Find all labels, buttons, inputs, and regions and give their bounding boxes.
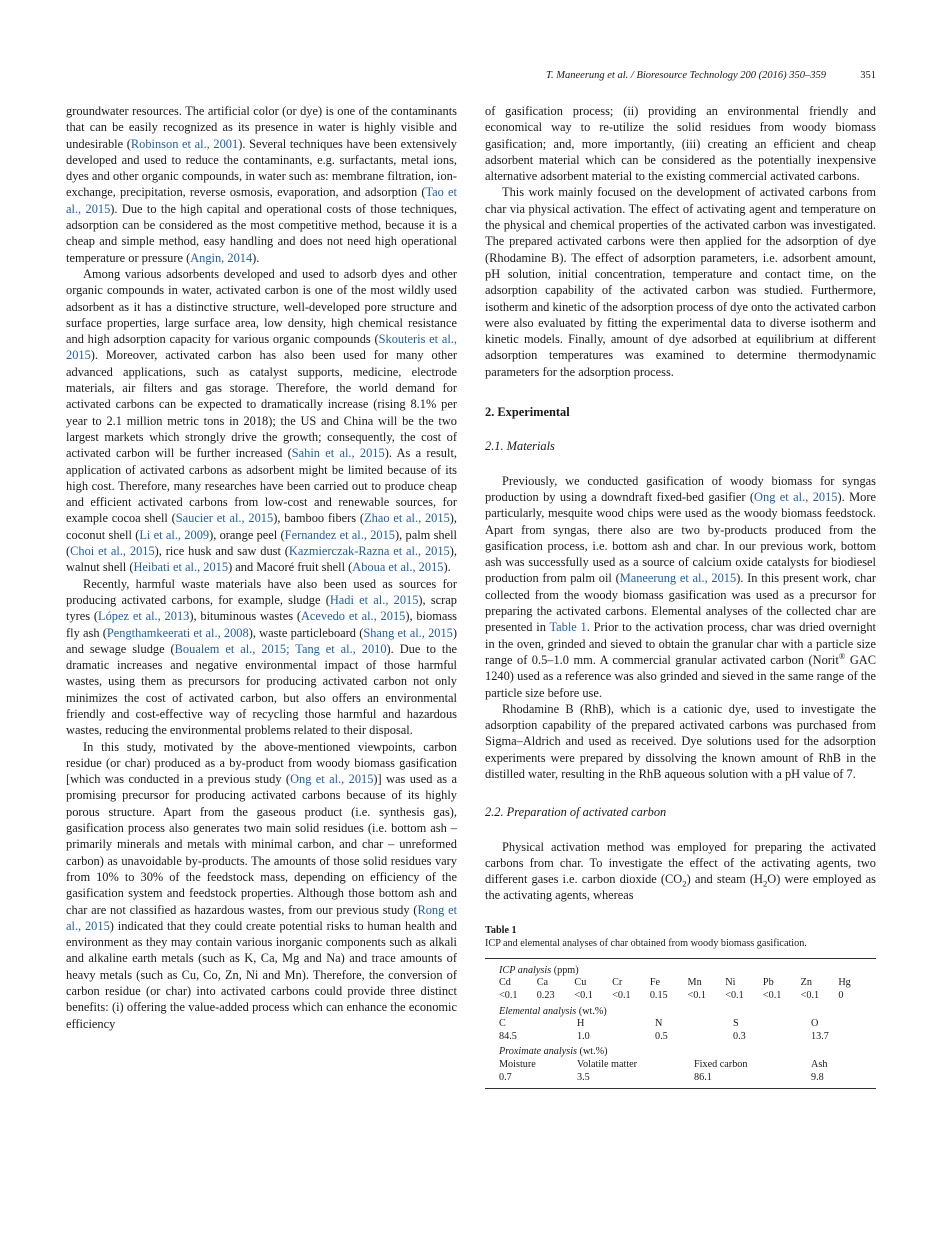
paragraph: In this study, motivated by the above-mentioned viewpoints, carbon residue (or char) produced as a by-product from woody biomass gasification [which was conducted in a previous study (Ong et al., 2015)] was used as a promising precursor for producing activated carbons because of its highly porous structure. Apart from the gaseous product (i.e. synthesis gas), gasification process also generates two main solid residues (i.e. bottom ash – primarily minerals and metals with minimal carbon, and char – unreformed carbon) as unavoidable by-products. The amounts of those solid residues vary from 10% to 30% of the feedstock mass, depending on efficiency of the gasification system and feedstock properties. Although those bottom ash and char are not classified as hazardous wastes, from our previous study (Rong et al., 2015) indicated that they could create potential risks to human health and environment as they may contain various inorganic components such as alkali and alkaline earth metals (such as K, Ca, Mg and Na) and trace amounts of heavy metals (such as Cu, Co, Zn, Ni and Mn). Therefore, the conversion of carbon residue (or char) into activated carbons could provide three distinct benefits: (i) offering the value-added process which can enhance the economic efficiency: [66, 739, 458, 1031]
table-caption: [485, 924, 876, 950]
citation-link[interactable]: Robinson et al., 2001: [130, 136, 239, 151]
citation-link[interactable]: Hadi et al., 2015: [329, 592, 419, 607]
citation-link[interactable]: Acevedo et al., 2015: [300, 609, 406, 624]
proximate-header-row: Moisture Volatile matter Fixed carbon Ash: [499, 1058, 828, 1070]
citation-link[interactable]: Shang et al., 2015: [363, 625, 453, 640]
running-title: T. Maneerung et al. / Bioresource Technology 200 (2016) 350–359: [545, 70, 826, 81]
elemental-value-row: 84.5 1.0 0.5 0.3 13.7: [499, 1030, 829, 1042]
citation-link[interactable]: Ong et al., 2015: [290, 772, 374, 787]
icp-value-row: <0.1 0.23 <0.1 <0.1 0.15 <0.1 <0.1 <0.1 <0.1 0: [499, 989, 844, 1001]
paragraph: This work mainly focused on the development of activated carbons from char via physical activation. The effect of activating agent and temperature on the physical and chemical properties of the activated carbon was investigated. The prepared activated carbons were then applied for the adsorption of dye (Rhodamine B). The effect of adsorption parameters, i.e. adsorbent amount, pH solution, initial concentration, temperature and contact time, on the adsorption capability of the activated carbon was studied. Furthermore, isotherm and kinetic of the adsorption process of dye onto the activated carbon were also evaluated by fitting the experimental data to diverse isotherm and kinetic models. Finally, amount of dye adsorbed at equilibrium at different adsorption temperatures was examined to determine thermodynamic parameters for the adsorption process.: [485, 185, 876, 379]
subsection-heading: 2.2. Preparation of activated carbon: [485, 805, 667, 820]
icp-header-row: Cd Ca Cu Cr Fe Mn Ni Pb Zn Hg: [499, 977, 851, 989]
citation-link[interactable]: Li et al., 2009: [139, 527, 210, 542]
table-group-elemental: Elemental analysis (wt.%): [499, 1005, 607, 1017]
table-link[interactable]: Table 1: [549, 620, 587, 635]
table-title: Table 1: [485, 924, 517, 936]
right-column: [485, 103, 876, 1089]
paragraph: Recently, harmful waste materials have also been used as sources for producing activated carbons, for example, sludge (Hadi et al., 2015), scrap tyres (López et al., 2013), bituminous wastes (Acevedo et al., 2015), biomass fly ash (Pengthamkeerati et al., 2008), waste particleboard (Shang et al., 2015) and sewage sludge (Boualem et al., 2015; Tang et al., 2010). Due to the dramatic increases and negative environmental impact of those harmful wastes, using them as precursors for producing activated carbon not only minimizes the cost of activated carbon, but also offers an environmental friendly and cost-effective way of recycling those harmful and hazardous wastes, reducing the environmental problems related to their disposal.: [66, 576, 458, 738]
citation-link[interactable]: Zhao et al., 2015: [364, 511, 450, 526]
table-caption-text: ICP and elemental analyses of char obtained from woody biomass gasification.: [485, 937, 807, 949]
page-number: 351: [860, 70, 876, 81]
paragraph: Among various adsorbents developed and used to adsorb dyes and other organic compounds in water, activated carbon is one of the most wildly used adsorbent as it has a distinctive structure, well-developed pore structure and surface properties, large surface area, low density, high chemical resistance and high adsorption capacity for various organic compounds (Skouteris et al., 2015). Moreover, activated carbon has also been used for many other advanced applications, such as catalyst supports, medicine, electrode materials, air filters and gas storage. Therefore, the world demand for activated carbons can be expected to dramatically increase (rising 8.1% per year to 2.1 million metric tons in 2018); the US and China will be the two largest markets which strongly drive the growth; consequently, the cost of activated carbon will be further increased (Sahin et al., 2015). As a result, application of activated carbons as adsorbent might be limited because of its high cost. Therefore, many researches have been carried out to produce cheap and efficient activated carbons from low-cost and renewable sources, for example cocoa shell (Saucier et al., 2015), bamboo fibers (Zhao et al., 2015), coconut shell (Li et al., 2009), orange peel (Fernandez et al., 2015), palm shell (Choi et al., 2015), rice husk and saw dust (Kazmierczak-Razna et al., 2015), walnut shell (Heibati et al., 2015) and Macoré fruit shell (Aboua et al., 2015).: [66, 266, 457, 575]
citation-link[interactable]: Choi et al., 2015: [70, 544, 155, 559]
paragraph: of gasification process; (ii) providing an environmental friendly and economical way to re-utilize the solid residues from woody biomass gasification; and, more importantly, (iii) creating an efficient and cheap adsorbent material which can be considered as the potentially inexpensive alternative adsorbent material to the existing commercial activated carbons.: [485, 104, 876, 184]
citation-link[interactable]: Kazmierczak-Razna et al., 2015: [288, 544, 450, 559]
table-group-icp: ICP analysis (ppm): [499, 964, 579, 976]
citation-link[interactable]: Pengthamkeerati et al., 2008: [106, 625, 249, 640]
table-1: [485, 958, 876, 1089]
citation-link[interactable]: Rong et al., 2015: [66, 902, 458, 933]
paragraph: groundwater resources. The artificial color (or dye) is one of the contaminants that can be easily recognized as its presence in water is highly visible and undesirable (Robinson et al., 2001). Several techniques have been extensively developed and used to reduce the contaminants, e.g. surfactants, metal ions, dyes and other organic compounds, in water such as: membrane filtration, ion-exchange, precipitation, reverse osmosis, evaporation, and adsorption (Tao et al., 2015). Due to the high capital and operational costs of those techniques, adsorption can be considered as the most competitive method, because it is a cheap and simple method, easy handling and does not need high operational temperature or pressure (Angin, 2014).: [66, 104, 457, 265]
paragraph: Rhodamine B (RhB), which is a cationic dye, used to investigate the adsorption capability of the prepared activated carbons was purchased from Sigma–Aldrich and used as received. Dye solutions used for the adsorption experiments were prepared by dissolving the known amount of RhB in the distilled water, resulting in the RhB aqueous solution with a pH value of 7.: [485, 701, 876, 781]
elemental-header-row: C H N S O: [499, 1018, 819, 1030]
left-column: [66, 103, 457, 1032]
citation-link[interactable]: Saucier et al., 2015: [175, 511, 274, 526]
citation-link[interactable]: Fernandez et al., 2015: [284, 527, 396, 542]
citation-link[interactable]: Boualem et al., 2015; Tang et al., 2010: [174, 641, 387, 656]
subsection-heading: 2.1. Materials: [485, 439, 555, 454]
section-heading: 2. Experimental: [485, 405, 570, 420]
citation-link[interactable]: Aboua et al., 2015: [352, 560, 444, 575]
paragraph: Previously, we conducted gasification of woody biomass for syngas production by using a downdraft fixed-bed gasifier (Ong et al., 2015). More particularly, mesquite wood chips were used as the woody biomass feedstock. Apart from syngas, there also are two by-products produced from the gasification process, i.e. bottom ash and char. In our previous work, bottom ash was successfully used as a source of calcium oxide catalysts for biodiesel production from palm oil (Maneerung et al., 2015). In this present work, char collected from the woody biomass gasification was used as a precursor for preparing the activated carbons. Elemental analyses of the collected char are presented in Table 1. Prior to the activation process, char was dried overnight in the oven, grinded and sieved to obtain the granular char with a particle size range of 0.5–1.0 mm. A commercial granular activated carbon (Norit® GAC 1240) used as a reference was also grinded and sieved in the same range of the particle size before use.: [485, 473, 877, 700]
citation-link[interactable]: Tao et al., 2015: [66, 185, 457, 216]
citation-link[interactable]: Sahin et al., 2015: [291, 446, 385, 461]
paragraph: Physical activation method was employed for preparing the activated carbons from char. To investigate the effect of the activating agents, two different gases i.e. carbon dioxide $(CO_2)$ and steam $(H_2O)$ were employed as the activating agents, whereas: [485, 839, 877, 903]
citation-link[interactable]: López et al., 2013: [98, 609, 190, 624]
citation-link[interactable]: Heibati et al., 2015: [133, 560, 229, 575]
citation-link[interactable]: Skouteris et al., 2015: [66, 332, 457, 363]
table-group-proximate: Proximate analysis (wt.%): [499, 1046, 608, 1058]
citation-link[interactable]: Angin, 2014: [190, 250, 253, 265]
citation-link[interactable]: Ong et al., 2015: [754, 489, 838, 504]
citation-link[interactable]: Maneerung et al., 2015: [619, 571, 737, 586]
proximate-value-row: 0.7 3.5 86.1 9.8: [499, 1071, 824, 1083]
